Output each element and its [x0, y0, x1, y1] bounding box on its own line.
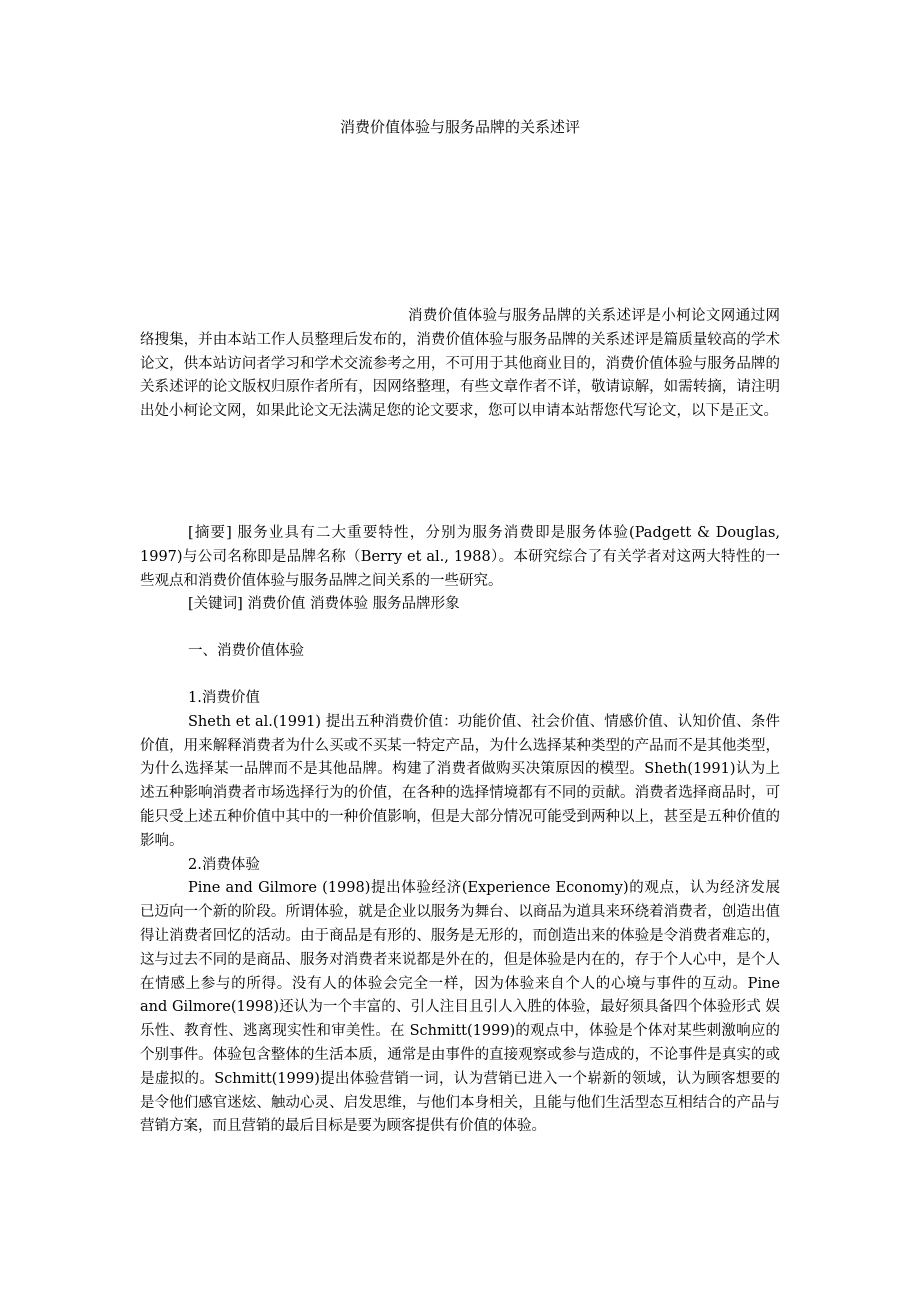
- section-heading: 一、消费价值体验: [188, 643, 304, 660]
- body-paragraph: Sheth et al.(1991) 提出五种消费价值：功能价值、社会价值、情感价值、认知价值、条件价值，用来解释消费者为什么买或不买某一特定产品，为什么选择某种类型的产品而不是其他类型，为什么选择某一品牌而不是其他品牌。构建了消费者做购买决策原因的模型。Sheth(1991)认为上述五种影响消费者市场选择行为的价值，在各种的选择情境都有不同的贡献。消费者选择商品时，可能只受上述五种价值中其中的一种价值影响，但是大部分情况可能受到两种以上，甚至是五种价值的影响。: [140, 713, 780, 849]
- keywords-line: [关键词] 消费价值 消费体验 服务品牌形象: [188, 596, 460, 613]
- subsection-heading: 1.消费价值: [188, 689, 260, 706]
- spacer: [140, 617, 780, 640]
- abstract-paragraph: [摘要] 服务业具有二大重要特性，分别为服务消费即是服务体验(Padgett & Douglas, 1997)与公司名称即是品牌名称（Berry et al., 1988）。本研究综合了有关学者对这两大特性的一些观点和消费价值体验与服务品牌之间关系的一些研究。: [140, 525, 780, 589]
- spacer: [140, 664, 780, 687]
- intro-paragraph: 消费价值体验与服务品牌的关系述评是小柯论文网通过网络搜集，并由本站工作人员整理后发布的，消费价值体验与服务品牌的关系述评是篇质量较高的学术论文，供本站访问者学习和学术交流参考之用，不可用于其他商业目的，消费价值体验与服务品牌的关系述评的论文版权归原作者所有，因网络整理，有些文章作者不详，敬请谅解，如需转摘，请注明出处小柯论文网，如果此论文无法满足您的论文要求，您可以申请本站帮您代写论文，以下是正文。: [140, 308, 780, 420]
- body-paragraph: Pine and Gilmore (1998)提出体验经济(Experience Economy)的观点，认为经济发展已迈向一个新的阶段。所谓体验，就是企业以服务为舞台、以商品为道具来环绕着消费者，创造出值得让消费者回忆的活动。由于商品是有形的、服务是无形的，而创造出来的体验是令消费者难忘的，这与过去不同的是商品、服务对消费者来说都是外在的，但是体验是内在的，存于个人心中，是个人在情感上参与的所得。没有人的体验会完全一样，因为体验来自个人的心境与事件的互动。Pine and Gilmore(1998)还认为一个丰富的、引人注目且引人入胜的体验，最好须具备四个体验形式 娱乐性、教育性、逃离现实性和审美性。在 Schmitt(1999)的观点中，体验是个体对某些刺激响应的个别事件。体验包含整体的生活本质，通常是由事件的直接观察或参与造成的，不论事件是真实的或是虚拟的。Schmitt(1999)提出体验营销一词，认为营销已进入一个崭新的领域，认为顾客想要的是令他们感官迷炫、触动心灵、启发思维，与他们本身相关，且能与他们生活型态互相结合的产品与营销方案，而且营销的最后目标是要为顾客提供有价值的体验。: [140, 880, 780, 1135]
- subsection-heading: 2.消费体验: [188, 856, 260, 873]
- document-title: 消费价值体验与服务品牌的关系述评: [339, 118, 580, 136]
- article-body: [140, 522, 780, 1139]
